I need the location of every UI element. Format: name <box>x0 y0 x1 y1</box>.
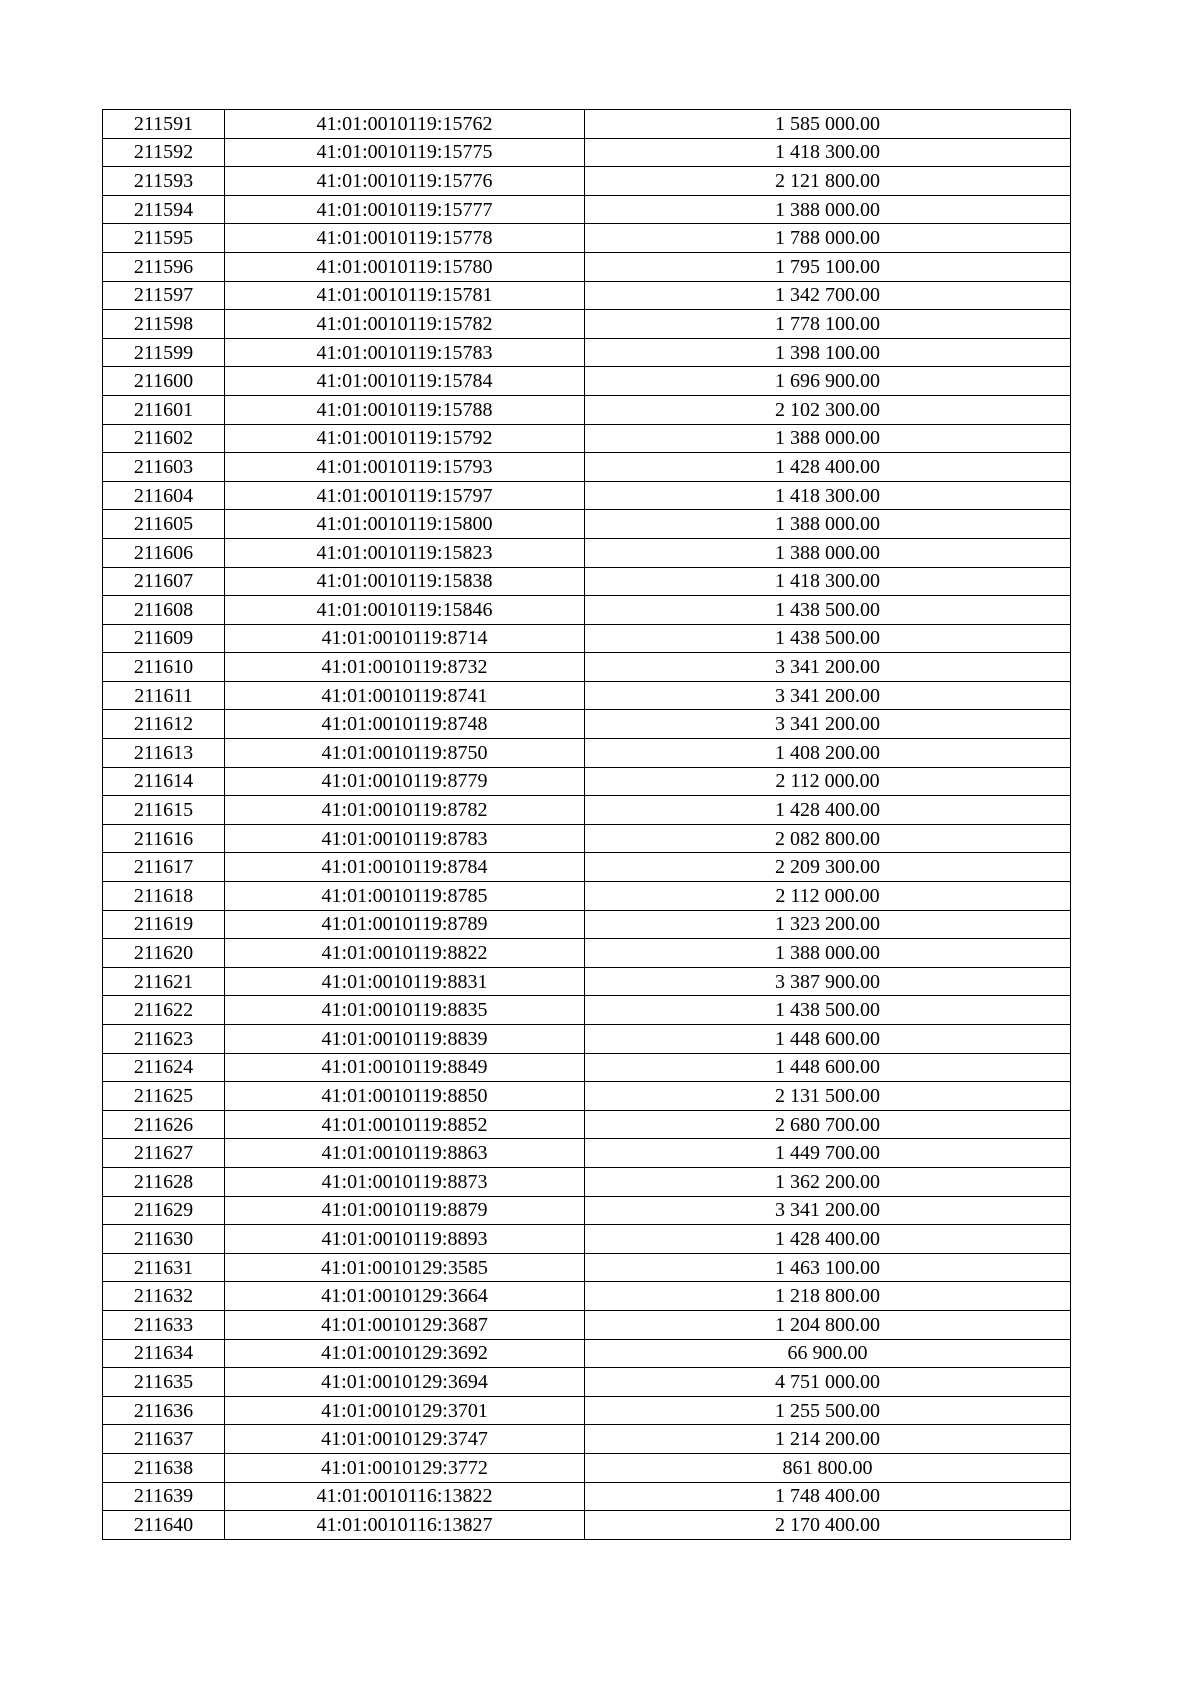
cadastral-number-cell: 41:01:0010119:8839 <box>225 1025 585 1054</box>
cadastral-number-cell: 41:01:0010129:3664 <box>225 1282 585 1311</box>
row-number-cell: 211605 <box>103 510 225 539</box>
cadastral-value-cell: 3 341 200.00 <box>585 1196 1071 1225</box>
cadastral-number-cell: 41:01:0010119:15782 <box>225 310 585 339</box>
cadastral-number-cell: 41:01:0010119:8893 <box>225 1225 585 1254</box>
cadastral-number-cell: 41:01:0010119:8831 <box>225 967 585 996</box>
table-row <box>103 424 1071 453</box>
cadastral-number-cell: 41:01:0010129:3772 <box>225 1453 585 1482</box>
cadastral-number-cell: 41:01:0010119:8782 <box>225 796 585 825</box>
table-row <box>103 567 1071 596</box>
table-row <box>103 167 1071 196</box>
cadastral-value-cell: 1 428 400.00 <box>585 453 1071 482</box>
cadastral-number-cell: 41:01:0010119:8850 <box>225 1082 585 1111</box>
table-row <box>103 967 1071 996</box>
cadastral-number-cell: 41:01:0010119:8789 <box>225 910 585 939</box>
row-number-cell: 211621 <box>103 967 225 996</box>
table-row <box>103 1196 1071 1225</box>
cadastral-value-cell: 1 428 400.00 <box>585 796 1071 825</box>
cadastral-number-cell: 41:01:0010119:15780 <box>225 252 585 281</box>
row-number-cell: 211629 <box>103 1196 225 1225</box>
cadastral-value-cell: 1 388 000.00 <box>585 538 1071 567</box>
cadastral-value-cell: 1 204 800.00 <box>585 1310 1071 1339</box>
table-row <box>103 310 1071 339</box>
row-number-cell: 211591 <box>103 110 225 139</box>
row-number-cell: 211594 <box>103 195 225 224</box>
cadastral-number-cell: 41:01:0010119:8879 <box>225 1196 585 1225</box>
table-row <box>103 538 1071 567</box>
row-number-cell: 211623 <box>103 1025 225 1054</box>
table-row <box>103 1368 1071 1397</box>
cadastral-value-cell: 1 398 100.00 <box>585 338 1071 367</box>
row-number-cell: 211625 <box>103 1082 225 1111</box>
cadastral-number-cell: 41:01:0010119:8750 <box>225 739 585 768</box>
cadastral-value-cell: 3 341 200.00 <box>585 653 1071 682</box>
cadastral-value-cell: 2 170 400.00 <box>585 1511 1071 1540</box>
row-number-cell: 211628 <box>103 1167 225 1196</box>
row-number-cell: 211627 <box>103 1139 225 1168</box>
cadastral-value-cell: 1 214 200.00 <box>585 1425 1071 1454</box>
row-number-cell: 211631 <box>103 1253 225 1282</box>
table-row <box>103 1396 1071 1425</box>
cadastral-number-cell: 41:01:0010119:8783 <box>225 824 585 853</box>
cadastral-number-cell: 41:01:0010119:8852 <box>225 1110 585 1139</box>
cadastral-number-cell: 41:01:0010119:15800 <box>225 510 585 539</box>
cadastral-number-cell: 41:01:0010119:8779 <box>225 767 585 796</box>
row-number-cell: 211639 <box>103 1482 225 1511</box>
cadastral-number-cell: 41:01:0010119:15783 <box>225 338 585 367</box>
table-row <box>103 252 1071 281</box>
table-row <box>103 853 1071 882</box>
row-number-cell: 211637 <box>103 1425 225 1454</box>
cadastral-number-cell: 41:01:0010119:15823 <box>225 538 585 567</box>
cadastral-value-cell: 1 449 700.00 <box>585 1139 1071 1168</box>
cadastral-value-cell: 1 788 000.00 <box>585 224 1071 253</box>
cadastral-number-cell: 41:01:0010129:3694 <box>225 1368 585 1397</box>
table-row <box>103 910 1071 939</box>
table-row <box>103 996 1071 1025</box>
cadastral-number-cell: 41:01:0010119:15775 <box>225 138 585 167</box>
cadastral-value-cell: 1 218 800.00 <box>585 1282 1071 1311</box>
table-row <box>103 1339 1071 1368</box>
cadastral-value-cell: 1 323 200.00 <box>585 910 1071 939</box>
table-row <box>103 624 1071 653</box>
cadastral-value-cell: 1 696 900.00 <box>585 367 1071 396</box>
row-number-cell: 211632 <box>103 1282 225 1311</box>
table-row <box>103 224 1071 253</box>
cadastral-number-cell: 41:01:0010119:15778 <box>225 224 585 253</box>
cadastral-value-cell: 1 418 300.00 <box>585 481 1071 510</box>
table-row <box>103 281 1071 310</box>
cadastral-value-cell: 1 255 500.00 <box>585 1396 1071 1425</box>
cadastral-value-cell: 3 341 200.00 <box>585 681 1071 710</box>
cadastral-number-cell: 41:01:0010129:3747 <box>225 1425 585 1454</box>
cadastral-number-cell: 41:01:0010129:3701 <box>225 1396 585 1425</box>
row-number-cell: 211608 <box>103 596 225 625</box>
row-number-cell: 211597 <box>103 281 225 310</box>
cadastral-value-cell: 1 388 000.00 <box>585 424 1071 453</box>
cadastral-number-cell: 41:01:0010116:13822 <box>225 1482 585 1511</box>
cadastral-value-cell: 66 900.00 <box>585 1339 1071 1368</box>
table-row <box>103 338 1071 367</box>
cadastral-number-cell: 41:01:0010129:3585 <box>225 1253 585 1282</box>
cadastral-number-cell: 41:01:0010119:15781 <box>225 281 585 310</box>
cadastral-value-cell: 2 121 800.00 <box>585 167 1071 196</box>
row-number-cell: 211603 <box>103 453 225 482</box>
table-row <box>103 653 1071 682</box>
cadastral-value-cell: 2 112 000.00 <box>585 767 1071 796</box>
cadastral-number-cell: 41:01:0010119:8785 <box>225 882 585 911</box>
row-number-cell: 211612 <box>103 710 225 739</box>
cadastral-value-cell: 1 585 000.00 <box>585 110 1071 139</box>
cadastral-number-cell: 41:01:0010129:3692 <box>225 1339 585 1368</box>
cadastral-number-cell: 41:01:0010119:8741 <box>225 681 585 710</box>
cadastral-number-cell: 41:01:0010119:8822 <box>225 939 585 968</box>
row-number-cell: 211635 <box>103 1368 225 1397</box>
row-number-cell: 211602 <box>103 424 225 453</box>
table-row <box>103 824 1071 853</box>
row-number-cell: 211606 <box>103 538 225 567</box>
cadastral-value-cell: 3 387 900.00 <box>585 967 1071 996</box>
cadastral-value-cell: 1 448 600.00 <box>585 1053 1071 1082</box>
cadastral-value-cell: 861 800.00 <box>585 1453 1071 1482</box>
cadastral-value-cell: 1 778 100.00 <box>585 310 1071 339</box>
cadastral-value-table <box>102 109 1071 1540</box>
cadastral-value-cell: 1 438 500.00 <box>585 996 1071 1025</box>
row-number-cell: 211617 <box>103 853 225 882</box>
row-number-cell: 211620 <box>103 939 225 968</box>
table-row <box>103 1282 1071 1311</box>
cadastral-number-cell: 41:01:0010119:8835 <box>225 996 585 1025</box>
row-number-cell: 211624 <box>103 1053 225 1082</box>
table-row <box>103 195 1071 224</box>
cadastral-number-cell: 41:01:0010119:8784 <box>225 853 585 882</box>
row-number-cell: 211607 <box>103 567 225 596</box>
row-number-cell: 211630 <box>103 1225 225 1254</box>
table-row <box>103 882 1071 911</box>
row-number-cell: 211598 <box>103 310 225 339</box>
cadastral-value-cell: 2 131 500.00 <box>585 1082 1071 1111</box>
table-row <box>103 796 1071 825</box>
table-row <box>103 510 1071 539</box>
table-row <box>103 1253 1071 1282</box>
table-body <box>103 110 1071 1540</box>
cadastral-value-cell: 1 448 600.00 <box>585 1025 1071 1054</box>
cadastral-number-cell: 41:01:0010119:8849 <box>225 1053 585 1082</box>
table-row <box>103 1225 1071 1254</box>
row-number-cell: 211626 <box>103 1110 225 1139</box>
cadastral-number-cell: 41:01:0010119:15776 <box>225 167 585 196</box>
table-row <box>103 681 1071 710</box>
row-number-cell: 211634 <box>103 1339 225 1368</box>
row-number-cell: 211616 <box>103 824 225 853</box>
cadastral-number-cell: 41:01:0010119:8732 <box>225 653 585 682</box>
row-number-cell: 211618 <box>103 882 225 911</box>
table-row <box>103 1482 1071 1511</box>
cadastral-number-cell: 41:01:0010119:15784 <box>225 367 585 396</box>
cadastral-number-cell: 41:01:0010119:15838 <box>225 567 585 596</box>
cadastral-value-cell: 1 408 200.00 <box>585 739 1071 768</box>
row-number-cell: 211640 <box>103 1511 225 1540</box>
row-number-cell: 211622 <box>103 996 225 1025</box>
row-number-cell: 211614 <box>103 767 225 796</box>
cadastral-value-cell: 1 463 100.00 <box>585 1253 1071 1282</box>
table-row <box>103 1453 1071 1482</box>
cadastral-number-cell: 41:01:0010119:15762 <box>225 110 585 139</box>
row-number-cell: 211593 <box>103 167 225 196</box>
table-row <box>103 1110 1071 1139</box>
table-row <box>103 1139 1071 1168</box>
row-number-cell: 211600 <box>103 367 225 396</box>
cadastral-number-cell: 41:01:0010119:15797 <box>225 481 585 510</box>
cadastral-value-cell: 2 082 800.00 <box>585 824 1071 853</box>
cadastral-number-cell: 41:01:0010119:15846 <box>225 596 585 625</box>
table-row <box>103 939 1071 968</box>
cadastral-number-cell: 41:01:0010116:13827 <box>225 1511 585 1540</box>
row-number-cell: 211636 <box>103 1396 225 1425</box>
table-row <box>103 1310 1071 1339</box>
table-row <box>103 138 1071 167</box>
table-row <box>103 395 1071 424</box>
row-number-cell: 211611 <box>103 681 225 710</box>
row-number-cell: 211596 <box>103 252 225 281</box>
row-number-cell: 211615 <box>103 796 225 825</box>
cadastral-value-cell: 1 388 000.00 <box>585 939 1071 968</box>
table-row <box>103 1167 1071 1196</box>
table-row <box>103 596 1071 625</box>
cadastral-value-cell: 1 388 000.00 <box>585 510 1071 539</box>
row-number-cell: 211592 <box>103 138 225 167</box>
table-row <box>103 710 1071 739</box>
cadastral-value-cell: 1 418 300.00 <box>585 138 1071 167</box>
row-number-cell: 211595 <box>103 224 225 253</box>
row-number-cell: 211610 <box>103 653 225 682</box>
row-number-cell: 211604 <box>103 481 225 510</box>
cadastral-number-cell: 41:01:0010119:15792 <box>225 424 585 453</box>
cadastral-number-cell: 41:01:0010119:8873 <box>225 1167 585 1196</box>
row-number-cell: 211613 <box>103 739 225 768</box>
cadastral-value-cell: 2 112 000.00 <box>585 882 1071 911</box>
cadastral-value-cell: 1 388 000.00 <box>585 195 1071 224</box>
row-number-cell: 211599 <box>103 338 225 367</box>
cadastral-number-cell: 41:01:0010119:8714 <box>225 624 585 653</box>
table-row <box>103 481 1071 510</box>
cadastral-value-cell: 3 341 200.00 <box>585 710 1071 739</box>
table-row <box>103 739 1071 768</box>
cadastral-value-cell: 2 680 700.00 <box>585 1110 1071 1139</box>
cadastral-number-cell: 41:01:0010119:15777 <box>225 195 585 224</box>
cadastral-value-cell: 1 438 500.00 <box>585 596 1071 625</box>
cadastral-value-cell: 1 795 100.00 <box>585 252 1071 281</box>
cadastral-number-cell: 41:01:0010119:15793 <box>225 453 585 482</box>
row-number-cell: 211619 <box>103 910 225 939</box>
cadastral-value-cell: 2 102 300.00 <box>585 395 1071 424</box>
row-number-cell: 211633 <box>103 1310 225 1339</box>
cadastral-number-cell: 41:01:0010119:8863 <box>225 1139 585 1168</box>
table-row <box>103 367 1071 396</box>
cadastral-number-cell: 41:01:0010129:3687 <box>225 1310 585 1339</box>
cadastral-value-cell: 1 342 700.00 <box>585 281 1071 310</box>
table-row <box>103 1082 1071 1111</box>
table-row <box>103 1511 1071 1540</box>
cadastral-value-cell: 1 438 500.00 <box>585 624 1071 653</box>
cadastral-value-cell: 1 362 200.00 <box>585 1167 1071 1196</box>
cadastral-value-cell: 2 209 300.00 <box>585 853 1071 882</box>
table-row <box>103 110 1071 139</box>
cadastral-number-cell: 41:01:0010119:8748 <box>225 710 585 739</box>
table-row <box>103 1025 1071 1054</box>
table-row <box>103 453 1071 482</box>
table-row <box>103 1053 1071 1082</box>
table-row <box>103 1425 1071 1454</box>
cadastral-value-cell: 1 748 400.00 <box>585 1482 1071 1511</box>
row-number-cell: 211601 <box>103 395 225 424</box>
row-number-cell: 211609 <box>103 624 225 653</box>
cadastral-value-cell: 1 418 300.00 <box>585 567 1071 596</box>
row-number-cell: 211638 <box>103 1453 225 1482</box>
cadastral-value-cell: 4 751 000.00 <box>585 1368 1071 1397</box>
table-row <box>103 767 1071 796</box>
cadastral-number-cell: 41:01:0010119:15788 <box>225 395 585 424</box>
cadastral-value-cell: 1 428 400.00 <box>585 1225 1071 1254</box>
